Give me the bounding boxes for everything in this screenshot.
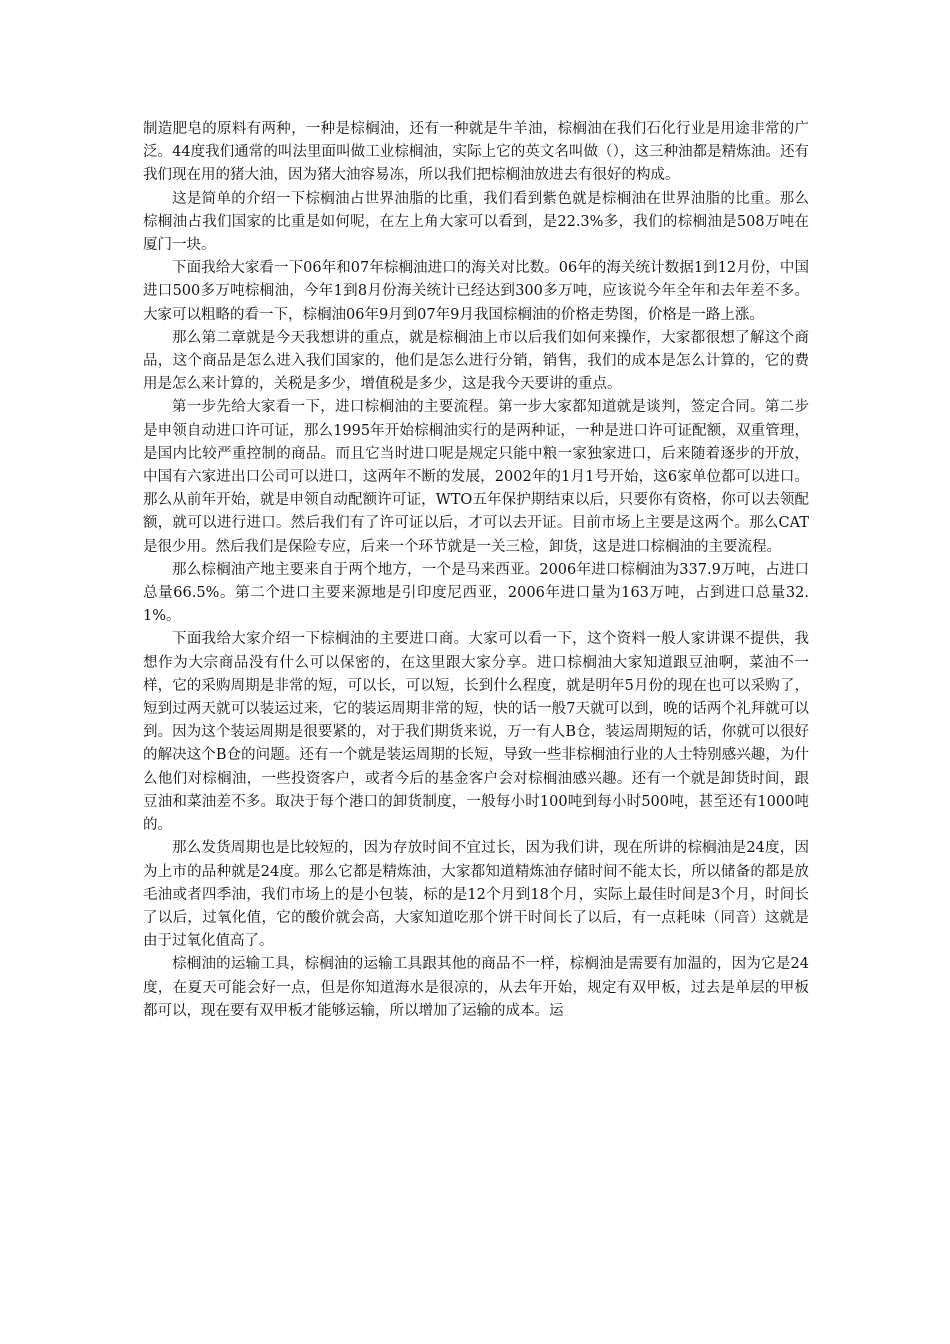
- paragraph-chapter-two: 那么第二章就是今天我想讲的重点，就是棕榈油上市以后我们如何来操作，大家都很想了解这个商品，这个商品是怎么进入我们国家的，他们是怎么进行分销，销售，我们的成本是怎么计算的，它的费用是怎么来计算的，关税是多少，增值税是多少，这是我今天要讲的重点。: [143, 329, 809, 393]
- paragraph-shipping-cycle: 那么发货周期也是比较短的，因为存放时间不宜过长，因为我们讲，现在所讲的棕榈油是24度，因为上市的品种就是24度。那么它都是精炼油，大家都知道精炼油存储时间不能太长，所以储备的都是放毛油或者四季油，我们市场上的是小包装，标的是12个月到18个月，实际上最佳时间是3个月，时间长了以后，过氧化值，它的酸价就会高，大家知道吃那个饼干时间长了以后，有一点耗味（同音）这就是由于过氧化值高了。: [143, 840, 809, 950]
- paragraph-origin-countries: 那么棕榈油产地主要来自于两个地方，一个是马来西亚。2006年进口棕榈油为337.9万吨，占进口总量66.5%。第二个进口主要来源地是引印度尼西亚，2006年进口量为163万吨，占到进口总量32.1%。: [143, 561, 809, 625]
- paragraph-world-share: 这是简单的介绍一下棕榈油占世界油脂的比重，我们看到紫色就是棕榈油在世界油脂的比重。那么棕榈油占我们国家的比重是如何呢，在左上角大家可以看到，是22.3%多，我们的棕榈油是508万吨在厦门一块。: [143, 190, 809, 254]
- paragraph-import-process: 第一步先给大家看一下，进口棕榈油的主要流程。第一步大家都知道就是谈判，签定合同。第二步是申领自动进口许可证，那么1995年开始棕榈油实行的是两种证，一种是进口许可证配额，双重管理，是国内比较严重控制的商品。而且它当时进口呢是规定只能中粮一家独家进口，后来随着逐步的开放，中国有六家进出口公司可以进口，这两年不断的发展，2002年的1月1号开始，这6家单位都可以进口。那么从前年开始，就是申领自动配额许可证，WTO五年保护期结束以后，只要你有资格，你可以去领配额，就可以进行进口。然后我们有了许可证以后，才可以去开证。目前市场上主要是这两个。那么CAT是很少用。然后我们是保险专应，后来一个环节就是一关三检，卸货，这是进口棕榈油的主要流程。: [143, 399, 809, 555]
- paragraph-customs-comparison: 下面我给大家看一下06年和07年棕榈油进口的海关对比数。06年的海关统计数据1到12月份，中国进口500多万吨棕榈油，今年1到8月份海关统计已经达到300多万吨，应该说今年全年和去年差不多。大家可以粗略的看一下，棕榈油06年9月到07年9月我国棕榈油的价格走势图，价格是一路上涨。: [143, 260, 809, 323]
- document-body: [143, 118, 809, 1023]
- paragraph-transport: 棕榈油的运输工具，棕榈油的运输工具跟其他的商品不一样，棕榈油是需要有加温的，因为它是24度，在夏天可能会好一点，但是你知道海水是很凉的，从去年开始，规定有双甲板，过去是单层的甲板都可以，现在要有双甲板才能够运输，所以增加了运输的成本。运: [143, 956, 809, 1019]
- paragraph-soap-materials: 制造肥皂的原料有两种，一种是棕榈油，还有一种就是牛羊油，棕榈油在我们石化行业是用途非常的广泛。44度我们通常的叫法里面叫做工业棕榈油，实际上它的英文名叫做（），这三种油都是精炼油。还有我们现在用的猪大油，因为猪大油容易冻，所以我们把棕榈油放进去有很好的构成。: [143, 121, 809, 184]
- paragraph-main-importers: 下面我给大家介绍一下棕榈油的主要进口商。大家可以看一下，这个资料一般人家讲课不提供，我想作为大宗商品没有什么可以保密的，在这里跟大家分享。进口棕榈油大家知道跟豆油啊，菜油不一样，它的采购周期是非常的短，可以长，可以短，长到什么程度，就是明年5月份的现在也可以采购了，短到过两天就可以装运过来，它的装运周期非常的短，快的话一般7天就可以到，晚的话两个礼拜就可以到。因为这个装运周期是很要紧的，对于我们期货来说，万一有人B仓，装运周期短的话，你就可以很好的解决这个B仓的问题。还有一个就是装运周期的长短，导致一些非棕榈油行业的人士特别感兴趣，为什么他们对棕榈油，一些投资客户，或者今后的基金客户会对棕榈油感兴趣。还有一个就是卸货时间，跟豆油和菜油差不多。取决于每个港口的卸货制度，一般每小时100吨到每小时500吨，甚至还有1000吨的。: [143, 631, 809, 834]
